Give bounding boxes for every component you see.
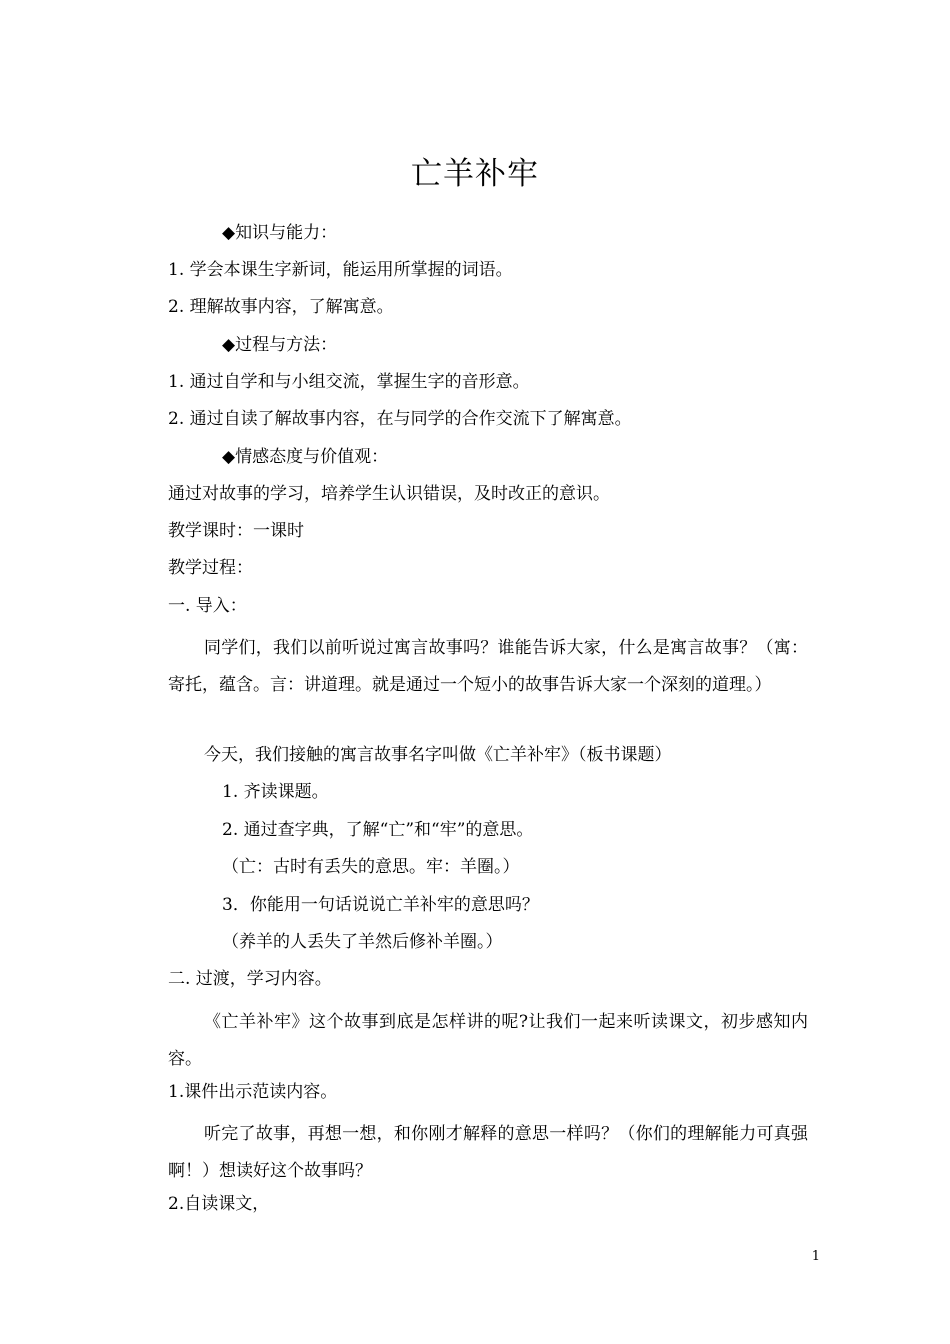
part1-step-3-note: （养羊的人丢失了羊然后修补羊圈。） <box>222 932 503 952</box>
part1-paragraph-2: 今天，我们接触的寓言故事名字叫做《亡羊补牢》（板书课题） <box>204 745 672 765</box>
part2-item-2: 2.自读课文， <box>168 1194 270 1214</box>
part1-step-1: 1. 齐读课题。 <box>222 782 329 802</box>
part2-paragraph-1: 《亡羊补牢》这个故事到底是怎样讲的呢?让我们一起来听读课文，初步感知内容。 <box>168 1012 808 1069</box>
part2-heading: 二. 过渡，学习内容。 <box>168 969 332 989</box>
class-time: 教学课时：一课时 <box>168 521 304 541</box>
document-title: 亡羊补牢 <box>411 156 539 192</box>
part2-paragraph-2: 听完了故事，再想一想，和你刚才解释的意思一样吗？（你们的理解能力可真强啊！）想读好这个故事吗？ <box>168 1124 808 1181</box>
part2-item-1: 1.课件出示范读内容。 <box>168 1082 338 1102</box>
process-item-1: 1. 通过自学和与小组交流，掌握生字的音形意。 <box>168 372 530 392</box>
part1-step-2: 2. 通过查字典，了解“亡”和“牢”的意思。 <box>222 820 534 840</box>
emotion-heading: ◆情感态度与价值观： <box>222 447 389 467</box>
teaching-process-label: 教学过程： <box>168 558 253 578</box>
part1-heading: 一. 导入： <box>168 596 247 616</box>
part1-step-3: 3．你能用一句话说说亡羊补牢的意思吗？ <box>222 895 539 915</box>
emotion-text: 通过对故事的学习，培养学生认识错误，及时改正的意识。 <box>168 484 610 504</box>
knowledge-item-2: 2. 理解故事内容，了解寓意。 <box>168 297 394 317</box>
process-item-2: 2. 通过自读了解故事内容，在与同学的合作交流下了解寓意。 <box>168 409 632 429</box>
process-heading: ◆过程与方法： <box>222 335 338 355</box>
knowledge-item-1: 1. 学会本课生字新词，能运用所掌握的词语。 <box>168 260 513 280</box>
page-number: 1 <box>811 1249 820 1264</box>
knowledge-heading: ◆知识与能力： <box>222 223 338 243</box>
part1-paragraph-1: 同学们，我们以前听说过寓言故事吗？谁能告诉大家，什么是寓言故事？（寓：寄托，蕴含。言：讲道理。就是通过一个短小的故事告诉大家一个深刻的道理。） <box>168 638 808 695</box>
part1-step-2-note: （亡：古时有丢失的意思。牢：羊圈。） <box>222 857 520 877</box>
